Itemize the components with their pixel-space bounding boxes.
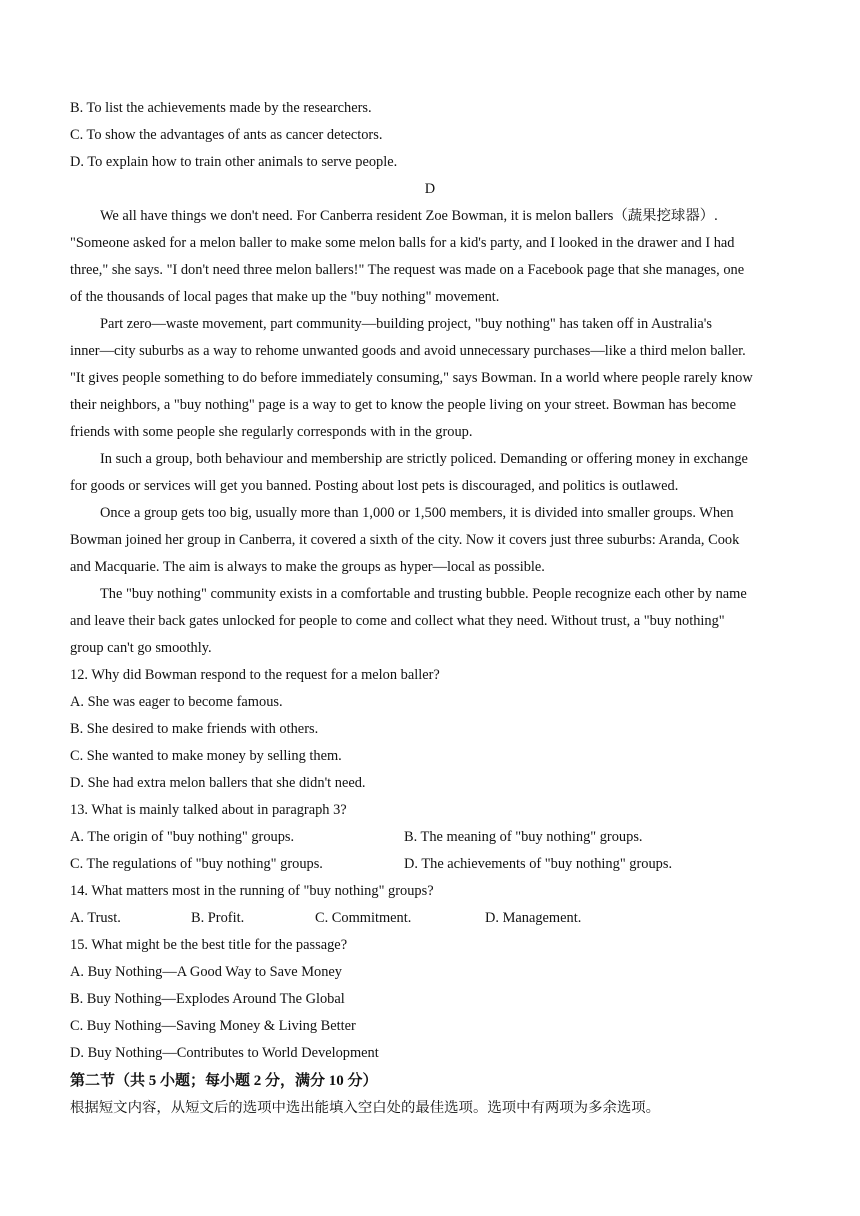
prev-option-d: D. To explain how to train other animals to serve people.: [70, 154, 398, 170]
passage-line: Part zero—waste movement, part community—building project, "buy nothing" has taken off in Australia's: [100, 316, 712, 332]
question-15-option-a: A. Buy Nothing—A Good Way to Save Money: [70, 964, 342, 980]
question-15-option-d: D. Buy Nothing—Contributes to World Development: [70, 1045, 379, 1061]
passage-line: three," she says. "I don't need three melon ballers!" The request was made on a Facebook page that she manages, one: [70, 262, 745, 278]
question-13-option-b: B. The meaning of "buy nothing" groups.: [404, 829, 643, 845]
passage-line: In such a group, both behaviour and membership are strictly policed. Demanding or offering money in exchange: [100, 451, 748, 467]
question-13-option-d: D. The achievements of "buy nothing" groups.: [404, 856, 673, 872]
passage-line: We all have things we don't need. For Canberra resident Zoe Bowman, it is melon ballers（蔬果挖球器）.: [100, 208, 718, 224]
passage-line: friends with some people she regularly corresponds with in the group.: [70, 424, 473, 440]
passage-line: "Someone asked for a melon baller to make some melon balls for a kid's party, and I looked in the drawer and I had: [70, 235, 735, 251]
passage-line: "It gives people something to do before immediately consuming," says Bowman. In a world where people rarely know: [70, 370, 753, 386]
question-13-option-a: A. The origin of "buy nothing" groups.: [70, 829, 295, 845]
section-2-instruction: 根据短文内容，从短文后的选项中选出能填入空白处的最佳选项。选项中有两项为多余选项。: [70, 1100, 661, 1116]
question-15-option-b: B. Buy Nothing—Explodes Around The Global: [70, 991, 345, 1007]
passage-line: Bowman joined her group in Canberra, it covered a sixth of the city. Now it covers just three suburbs: Aranda, Cook: [70, 532, 740, 548]
question-12-option-c: C. She wanted to make money by selling them.: [70, 748, 342, 764]
passage-line: their neighbors, a "buy nothing" page is a way to get to know the people living on your street. Bowman has become: [70, 397, 736, 413]
question-13-stem: 13. What is mainly talked about in paragraph 3?: [70, 802, 347, 818]
question-13-option-c: C. The regulations of "buy nothing" groups.: [70, 856, 323, 872]
passage-line: inner—city suburbs as a way to rehome unwanted goods and avoid unnecessary purchases—like a third melon baller.: [70, 343, 746, 359]
question-15-stem: 15. What might be the best title for the passage?: [70, 937, 348, 953]
question-15-option-c: C. Buy Nothing—Saving Money & Living Better: [70, 1018, 356, 1034]
question-12-stem: 12. Why did Bowman respond to the request for a melon baller?: [70, 667, 440, 683]
passage-line: for goods or services will get you banned. Posting about lost pets is discouraged, and politics is outlawed.: [70, 478, 679, 494]
passage-line: and leave their back gates unlocked for people to come and collect what they need. Without trust, a "buy nothing": [70, 613, 725, 629]
question-14-stem: 14. What matters most in the running of "buy nothing" groups?: [70, 883, 434, 899]
question-12-option-b: B. She desired to make friends with others.: [70, 721, 319, 737]
passage-line: The "buy nothing" community exists in a comfortable and trusting bubble. People recognize each other by name: [100, 586, 747, 602]
question-12-option-a: A. She was eager to become famous.: [70, 694, 283, 710]
prev-option-b: B. To list the achievements made by the researchers.: [70, 100, 372, 116]
passage-letter: D: [424, 181, 436, 197]
question-14-option-c: C. Commitment.: [315, 910, 412, 926]
question-14-option-b: B. Profit.: [191, 910, 245, 926]
passage-line: and Macquarie. The aim is always to make the groups as hyper—local as possible.: [70, 559, 545, 575]
passage-line: group can't go smoothly.: [70, 640, 212, 656]
question-14-option-a: A. Trust.: [70, 910, 121, 926]
passage-line: Once a group gets too big, usually more than 1,000 or 1,500 members, it is divided into smaller groups. When: [100, 505, 734, 521]
question-12-option-d: D. She had extra melon ballers that she didn't need.: [70, 775, 366, 791]
section-2-heading: 第二节（共 5 小题；每小题 2 分，满分 10 分）: [70, 1073, 378, 1089]
passage-line: of the thousands of local pages that make up the "buy nothing" movement.: [70, 289, 500, 305]
question-14-option-d: D. Management.: [485, 910, 582, 926]
prev-option-c: C. To show the advantages of ants as cancer detectors.: [70, 127, 383, 143]
